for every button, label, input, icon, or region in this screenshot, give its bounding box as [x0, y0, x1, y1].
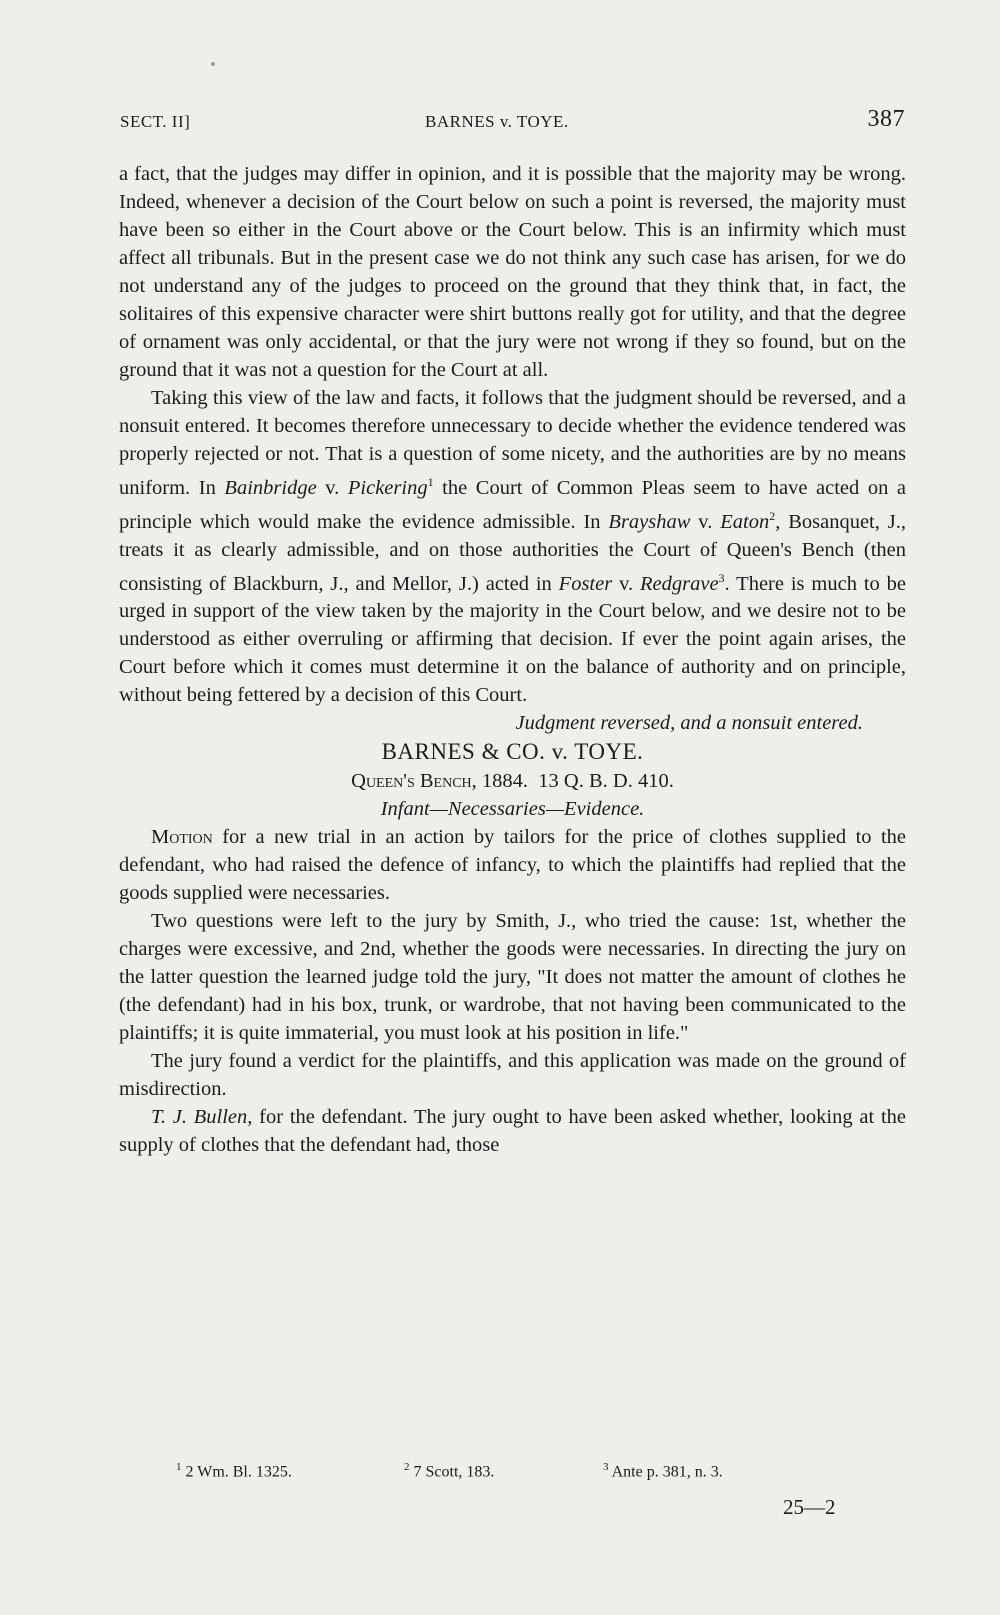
headnote-topic: Infant—Necessaries—Evidence.	[380, 798, 645, 821]
judgment-line: Judgment reversed, and a nonsuit entered.	[515, 712, 863, 735]
signature-mark: 25—2	[783, 1495, 836, 1519]
section-label: SECT. II]	[120, 112, 191, 131]
counsel-name: T. J. Bullen,	[151, 1106, 253, 1129]
court-name: Queen's Bench, 1884.	[351, 770, 529, 793]
footnote-2: $^2$ 7 Scott, 183.	[404, 1461, 495, 1481]
main-text	[119, 160, 906, 1159]
speck	[211, 62, 215, 66]
case-name: Redgrave	[640, 572, 719, 595]
paragraph-counsel: T. J. Bullen, for the defendant. The jury ought to have been asked whether, looking at the supply of clothes that the defendant had, those	[119, 1106, 906, 1157]
motion-lead: Motion	[151, 826, 213, 849]
running-title: BARNES v. TOYE.	[425, 112, 569, 131]
page-number: 387	[867, 106, 905, 132]
case-name: Pickering	[347, 476, 428, 499]
court-citation	[119, 767, 906, 795]
footnote-ref: 2	[769, 508, 776, 523]
case-title: BARNES & CO. v. TOYE.	[381, 739, 644, 765]
case-name: Eaton	[720, 510, 770, 533]
footnote-ref: 3	[718, 570, 725, 585]
footnote-1: $^1$ 2 Wm. Bl. 1325.	[176, 1461, 292, 1481]
paragraph-continued: a fact, that the judges may differ in opinion, and it is possible that the majority may be wrong. Indeed, whenever a decision of the Court below on such a point is reversed, the majority must have been so either in the Court above or the Court below. This is an infirmity which must affect all tribunals. But in the present case we do not think any such case has arisen, for we do not understand any of the judges to proceed on the ground that they think that, in fact, the solitaires of this expensive character were shirt buttons really got for utility, and that the degree of ornament was only accidental, or that the jury were not wrong if they so found, but on the ground that it was not a question for the Court at all.	[119, 163, 906, 381]
case-name: Bainbridge	[224, 476, 317, 499]
running-header	[120, 106, 905, 140]
case-name: Brayshaw	[608, 510, 691, 533]
report-citation: 13 Q. B. D. 410.	[538, 770, 674, 793]
paragraph-judgment: Taking this view of the law and facts, it follows that the judgment should be reversed, and a nonsuit entered. It becomes therefore unnecessary to decide whether the evidence tendered was properly rejected or not. That is a question of some nicety, and the authorities are by no means uniform. In Bainbridge v. Pickering$^1$ the Court of Common Pleas seem to have acted on a principle which would make the evidence admissible. In Brayshaw v. Eaton$^2$, Bosanquet, J., treats it as clearly admissible, and on those authorities the Court of Queen's Bench (then consisting of Blackburn, J., and Mellor, J.) acted in Foster v. Redgrave$^3$. There is much to be urged in support of the view taken by the majority in the Court below, and we desire not to be understood as either overruling or affirming that decision. If ever the point again arises, the Court before which it comes must determine it on the balance of authority and on principle, without being fettered by a decision of this Court.	[119, 387, 907, 707]
footnote-ref: 1	[427, 475, 434, 489]
paragraph-questions: Two questions were left to the jury by Smith, J., who tried the cause: 1st, whether the charges were excessive, and 2nd, whether the goods were necessaries. In directing the jury on the latter question the learned judge told the jury, "It does not matter the amount of clothes he (the defendant) had in his box, trunk, or wardrobe, that not having been communicated to the plaintiffs; it is quite immaterial, you must look at his position in life."	[119, 910, 906, 1045]
case-name: Foster	[558, 572, 613, 595]
footnote-3: $^3$ Ante p. 381, n. 3.	[603, 1461, 723, 1481]
paragraph-verdict: The jury found a verdict for the plaintiffs, and this application was made on the ground of misdirection.	[119, 1050, 906, 1101]
paragraph-motion: Motion for a new trial in an action by tailors for the price of clothes supplied to the defendant, who had raised the defence of infancy, to which the plaintiffs had replied that the goods supplied were necessaries.	[119, 826, 906, 905]
